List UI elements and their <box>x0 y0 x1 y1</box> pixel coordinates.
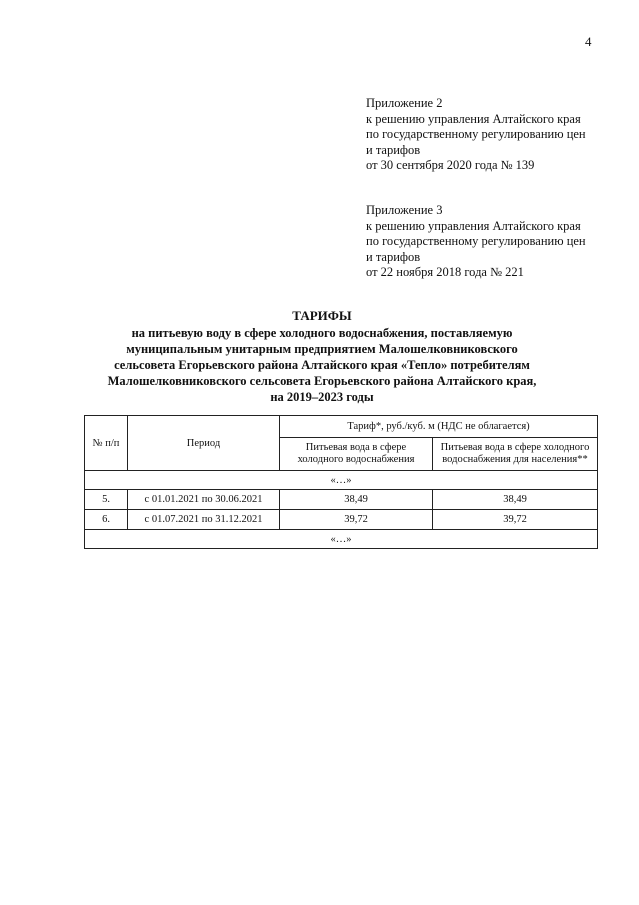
cell-period: с 01.01.2021 по 30.06.2021 <box>128 490 280 510</box>
cell-num: 6. <box>85 510 128 530</box>
header-cold-water: Питьевая вода в сфере холодного водоснабжения <box>280 438 433 471</box>
annex-line: Приложение 3 <box>366 203 443 217</box>
header-tariff-group: Тариф*, руб./куб. м (НДС не облагается) <box>280 416 598 438</box>
title-line: сельсовета Егорьевского района Алтайского края «Тепло» потребителям <box>114 358 530 372</box>
cell-num: 5. <box>85 490 128 510</box>
table-row <box>85 490 598 510</box>
title-line: на 2019–2023 годы <box>270 390 374 404</box>
cell-cold-water: 38,49 <box>280 490 433 510</box>
annex-line: по государственному регулированию цен <box>366 127 586 141</box>
annex-line: и тарифов <box>366 249 421 264</box>
cell-period: с 01.07.2021 по 31.12.2021 <box>128 510 280 530</box>
ellipsis-row: «…» <box>85 471 598 490</box>
page-number: 4 <box>585 34 592 49</box>
annex-current <box>366 96 586 174</box>
tariff-table <box>84 415 598 549</box>
annex-line: по государственному регулированию цен <box>366 234 586 248</box>
cell-population: 39,72 <box>433 510 598 530</box>
annex-line: к решению управления Алтайского края <box>366 111 581 126</box>
annex-line: к решению управления Алтайского края <box>366 218 581 233</box>
annex-line: и тарифов <box>366 142 421 157</box>
annex-line: от 30 сентября 2020 года № 139 <box>366 158 535 172</box>
ellipsis-row: «…» <box>85 530 598 549</box>
annex-line: от 22 ноября 2018 года № 221 <box>366 265 524 279</box>
title-line: муниципальным унитарным предприятием Малошелковниковского <box>126 342 518 356</box>
annex-previous <box>366 203 586 281</box>
document-title <box>80 308 564 405</box>
cell-population: 38,49 <box>433 490 598 510</box>
annex-line: Приложение 2 <box>366 96 443 110</box>
cell-cold-water: 39,72 <box>280 510 433 530</box>
title-main: ТАРИФЫ <box>292 308 352 323</box>
table-row <box>85 510 598 530</box>
header-population: Питьевая вода в сфере холодного водоснабжения для населения** <box>433 438 598 471</box>
title-line: Малошелковниковского сельсовета Егорьевского района Алтайского края, <box>107 374 537 388</box>
title-line: на питьевую воду в сфере холодного водоснабжения, поставляемую <box>131 326 513 340</box>
header-num: № п/п <box>85 416 128 471</box>
header-period: Период <box>128 416 280 471</box>
